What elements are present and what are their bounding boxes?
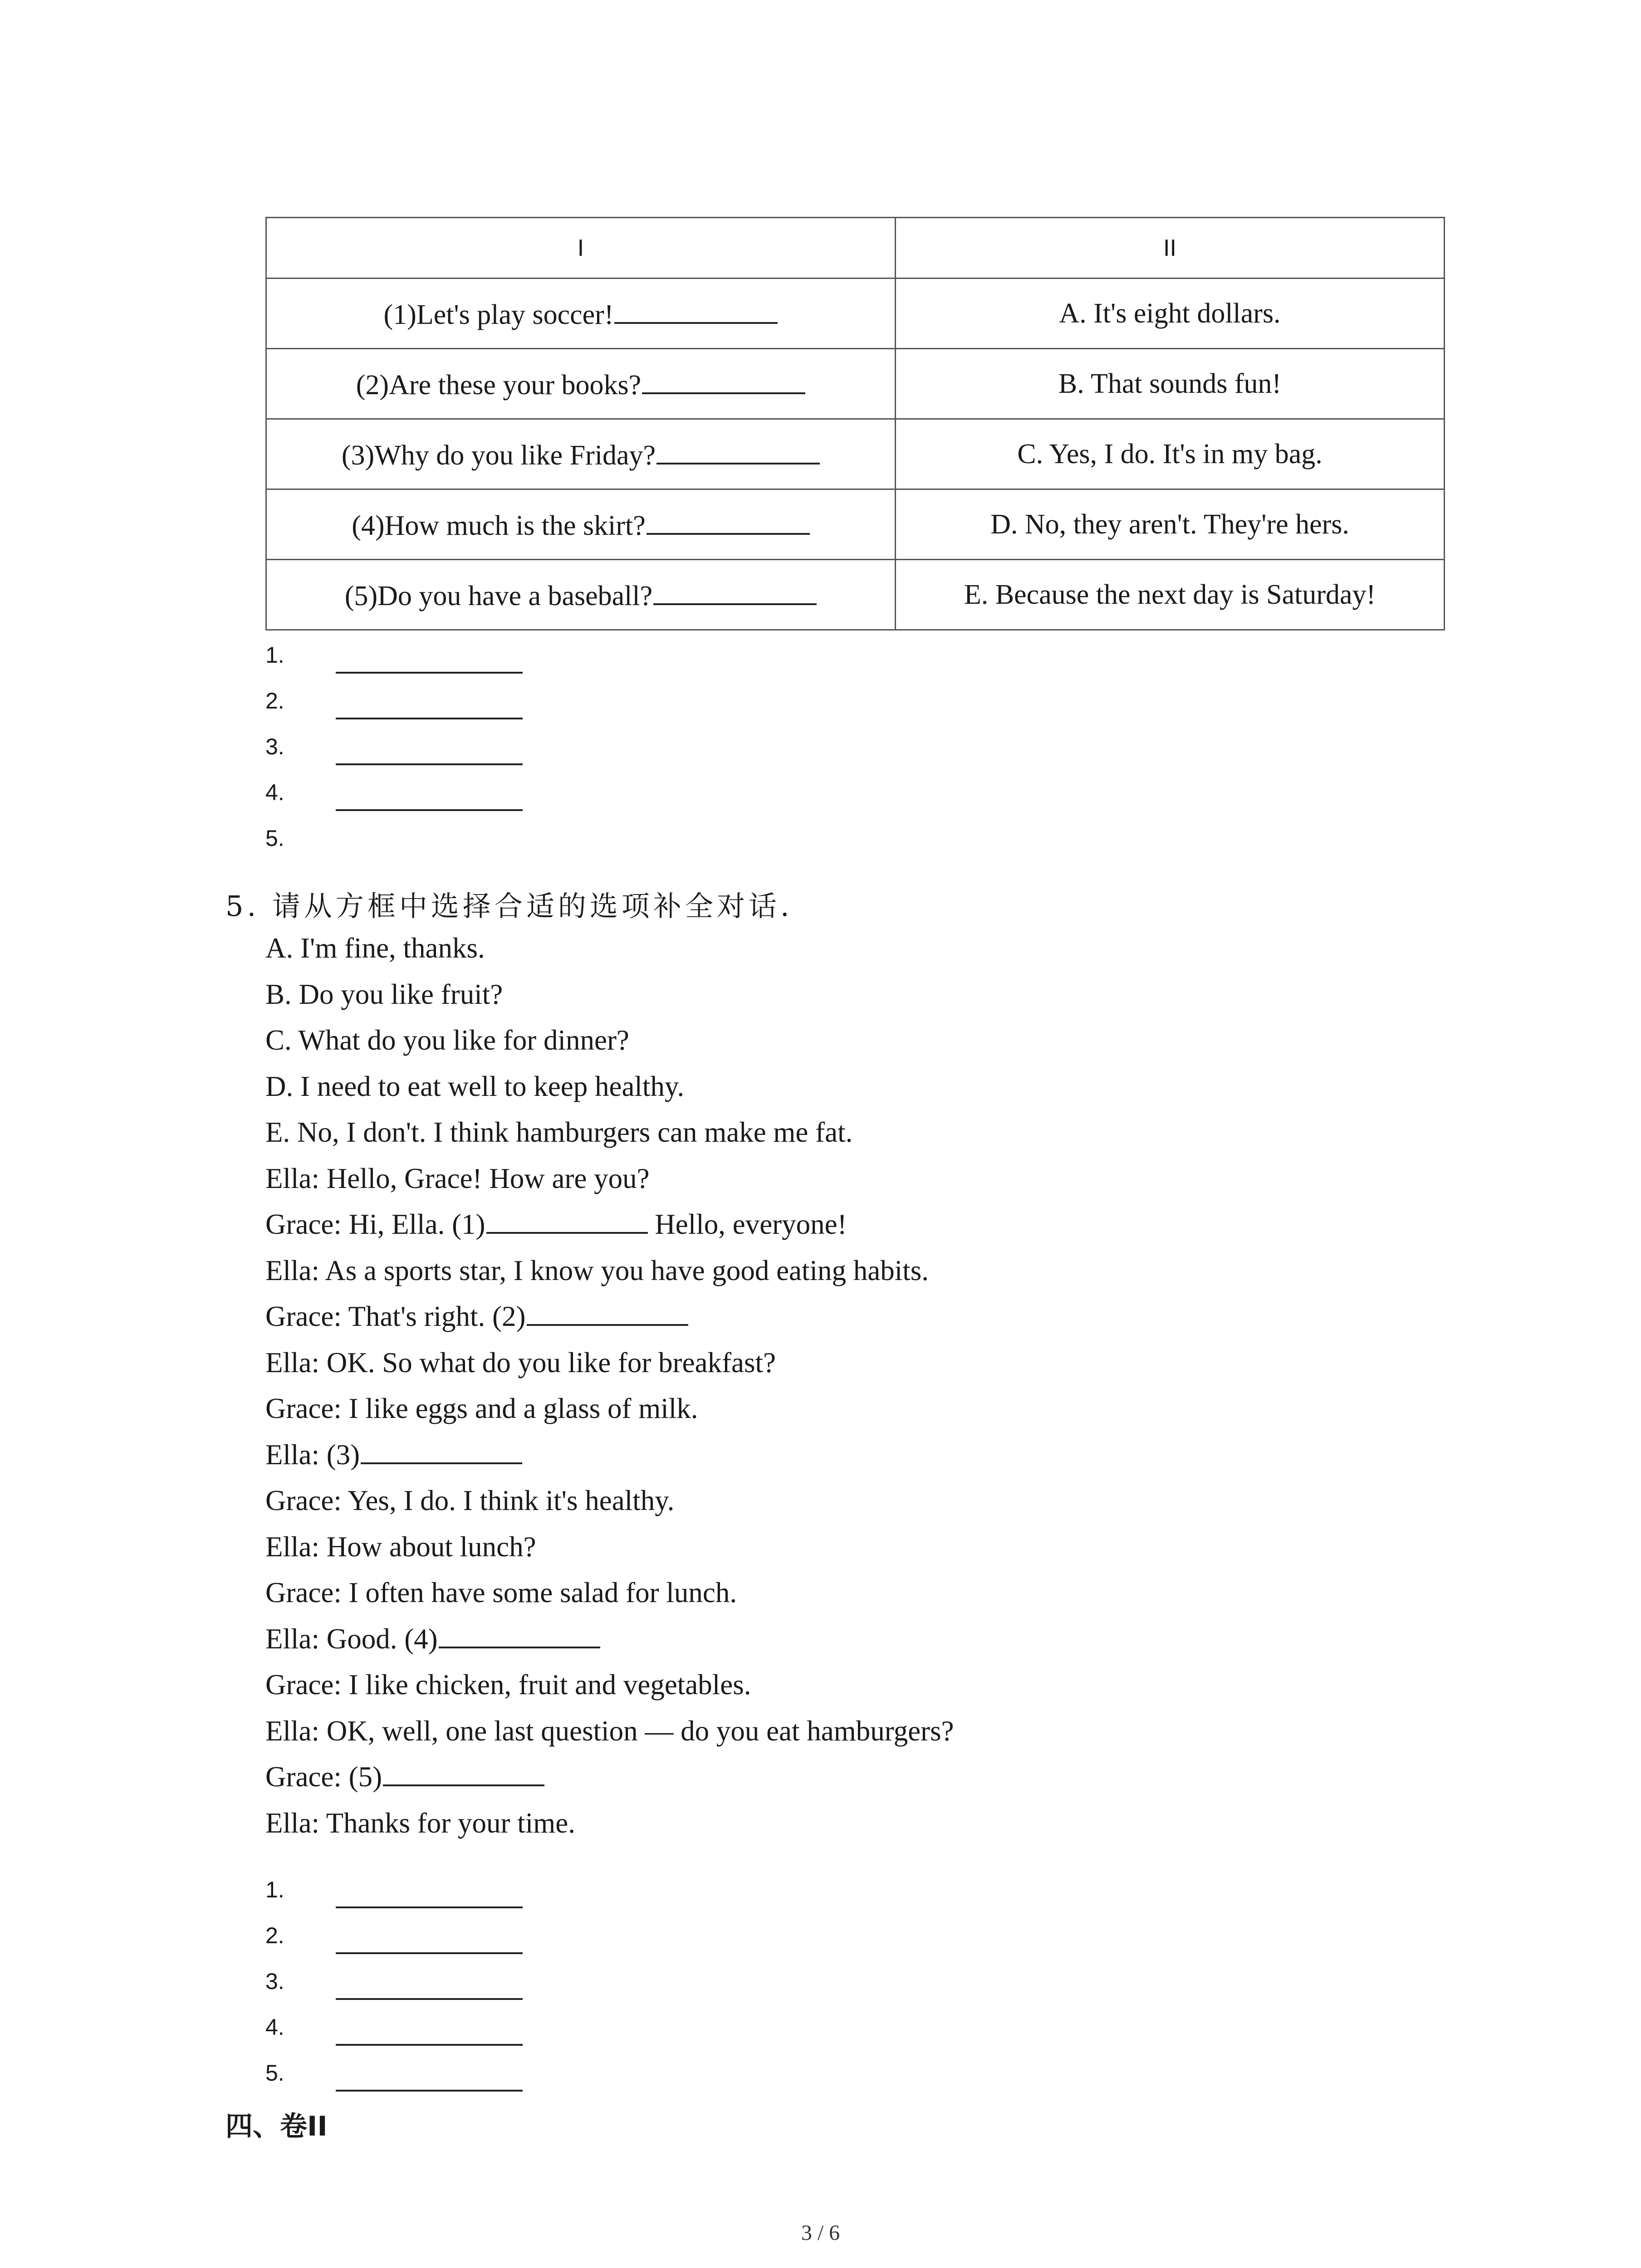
- dialogue-line: Grace: I like eggs and a glass of milk.: [265, 1393, 698, 1424]
- dialogue-line: Ella: Hello, Grace! How are you?: [265, 1162, 650, 1194]
- section-heading: 四、卷II: [225, 2111, 328, 2142]
- answer-blank[interactable]: [336, 2044, 523, 2046]
- question-5-title: 5. 请从方框中选择合适的选项补全对话.: [225, 890, 793, 923]
- dialogue-line: Grace: Yes, I do. I think it's healthy.: [265, 1485, 675, 1516]
- answer-blank[interactable]: [527, 1298, 688, 1326]
- answer-blank[interactable]: [336, 1906, 523, 1908]
- dialogue-line: [265, 1432, 954, 1478]
- answer-blank[interactable]: [336, 672, 523, 674]
- table-row: [266, 419, 1445, 489]
- answer-blank[interactable]: [614, 296, 778, 324]
- table-row: [266, 489, 1445, 560]
- answer-number: 1.: [265, 1877, 284, 1902]
- dialogue-text: Grace: Hi, Ella. (1): [265, 1208, 485, 1240]
- dialogue-text: Grace: (5): [265, 1761, 382, 1793]
- question-text: (2)Are these your books?: [356, 370, 642, 401]
- option-cell: A. It's eight dollars.: [896, 279, 1445, 349]
- page-number: 3 / 6: [801, 2221, 840, 2245]
- answer-number: 4.: [265, 780, 284, 805]
- column-header-i: I: [266, 218, 896, 279]
- option-cell: D. No, they aren't. They're hers.: [896, 489, 1445, 560]
- answer-number: 4.: [265, 2014, 284, 2040]
- answer-number: 1.: [265, 642, 284, 668]
- option-cell: B. That sounds fun!: [896, 349, 1445, 419]
- dialogue-text: Grace: That's right. (2): [265, 1300, 526, 1332]
- answer-number: 2.: [265, 688, 284, 714]
- answer-number: 3.: [265, 1969, 284, 1994]
- dialogue-line: Grace: I like chicken, fruit and vegetables.: [265, 1669, 751, 1701]
- answer-blank[interactable]: [642, 366, 805, 394]
- dialogue-line: Ella: How about lunch?: [265, 1530, 536, 1563]
- dialogue-text: Ella: (3): [265, 1438, 360, 1471]
- question-cell: [266, 279, 896, 349]
- answer-number: 5.: [265, 2060, 284, 2086]
- answer-number: 5.: [265, 826, 284, 851]
- answer-blank[interactable]: [656, 436, 820, 464]
- answer-blank[interactable]: [336, 763, 523, 765]
- answer-blank[interactable]: [486, 1206, 648, 1234]
- question-text: (4)How much is the skirt?: [352, 510, 646, 541]
- answer-blank[interactable]: [336, 1952, 523, 1954]
- answer-blank[interactable]: [647, 507, 810, 535]
- question-text: (3)Why do you like Friday?: [341, 440, 656, 471]
- dialogue-line: [265, 1616, 954, 1662]
- option-cell: C. Yes, I do. It's in my bag.: [896, 419, 1445, 489]
- option-line: E. No, I don't. I think hamburgers can make me fat.: [265, 1116, 853, 1148]
- dialogue-text: Ella: Good. (4): [265, 1623, 438, 1655]
- column-header-ii: II: [896, 218, 1445, 279]
- dialogue-line: Ella: OK, well, one last question — do you eat hamburgers?: [265, 1715, 954, 1747]
- dialogue-line: Ella: OK. So what do you like for breakfast?: [265, 1346, 776, 1378]
- answer-blank[interactable]: [336, 718, 523, 719]
- table-row: [266, 349, 1445, 419]
- option-line: A. I'm fine, thanks.: [265, 932, 485, 964]
- answer-blank[interactable]: [336, 1998, 523, 2000]
- question-cell: [266, 349, 896, 419]
- table-header-row: [266, 218, 1445, 279]
- question-text: (1)Let's play soccer!: [383, 299, 614, 330]
- question-cell: [266, 419, 896, 489]
- answer-number: 2.: [265, 1923, 284, 1948]
- question-text: (5)Do you have a baseball?: [344, 581, 653, 611]
- dialogue-line: [265, 1202, 954, 1248]
- option-cell: E. Because the next day is Saturday!: [896, 560, 1445, 630]
- dialogue-line: [265, 1294, 954, 1340]
- option-line: B. Do you like fruit?: [265, 978, 503, 1010]
- question-5-body: [265, 925, 954, 1846]
- table-row: [266, 560, 1445, 630]
- answer-blank[interactable]: [361, 1436, 522, 1464]
- dialogue-line: Ella: Thanks for your time.: [265, 1807, 575, 1839]
- answer-number: 3.: [265, 734, 284, 759]
- dialogue-line: Grace: I often have some salad for lunch.: [265, 1577, 737, 1608]
- option-line: C. What do you like for dinner?: [265, 1024, 629, 1056]
- table-row: [266, 279, 1445, 349]
- dialogue-line: [265, 1754, 954, 1800]
- dialogue-line: Ella: As a sports star, I know you have good eating habits.: [265, 1254, 929, 1286]
- answer-blank[interactable]: [336, 809, 523, 811]
- question-cell: [266, 489, 896, 560]
- answer-blank[interactable]: [383, 1758, 544, 1786]
- option-line: D. I need to eat well to keep healthy.: [265, 1070, 685, 1102]
- answer-blank[interactable]: [336, 2090, 523, 2092]
- question-cell: [266, 560, 896, 630]
- matching-table: [265, 217, 1445, 631]
- answer-blank[interactable]: [439, 1620, 600, 1648]
- answer-blank[interactable]: [653, 577, 817, 605]
- dialogue-text: Hello, everyone!: [647, 1208, 847, 1240]
